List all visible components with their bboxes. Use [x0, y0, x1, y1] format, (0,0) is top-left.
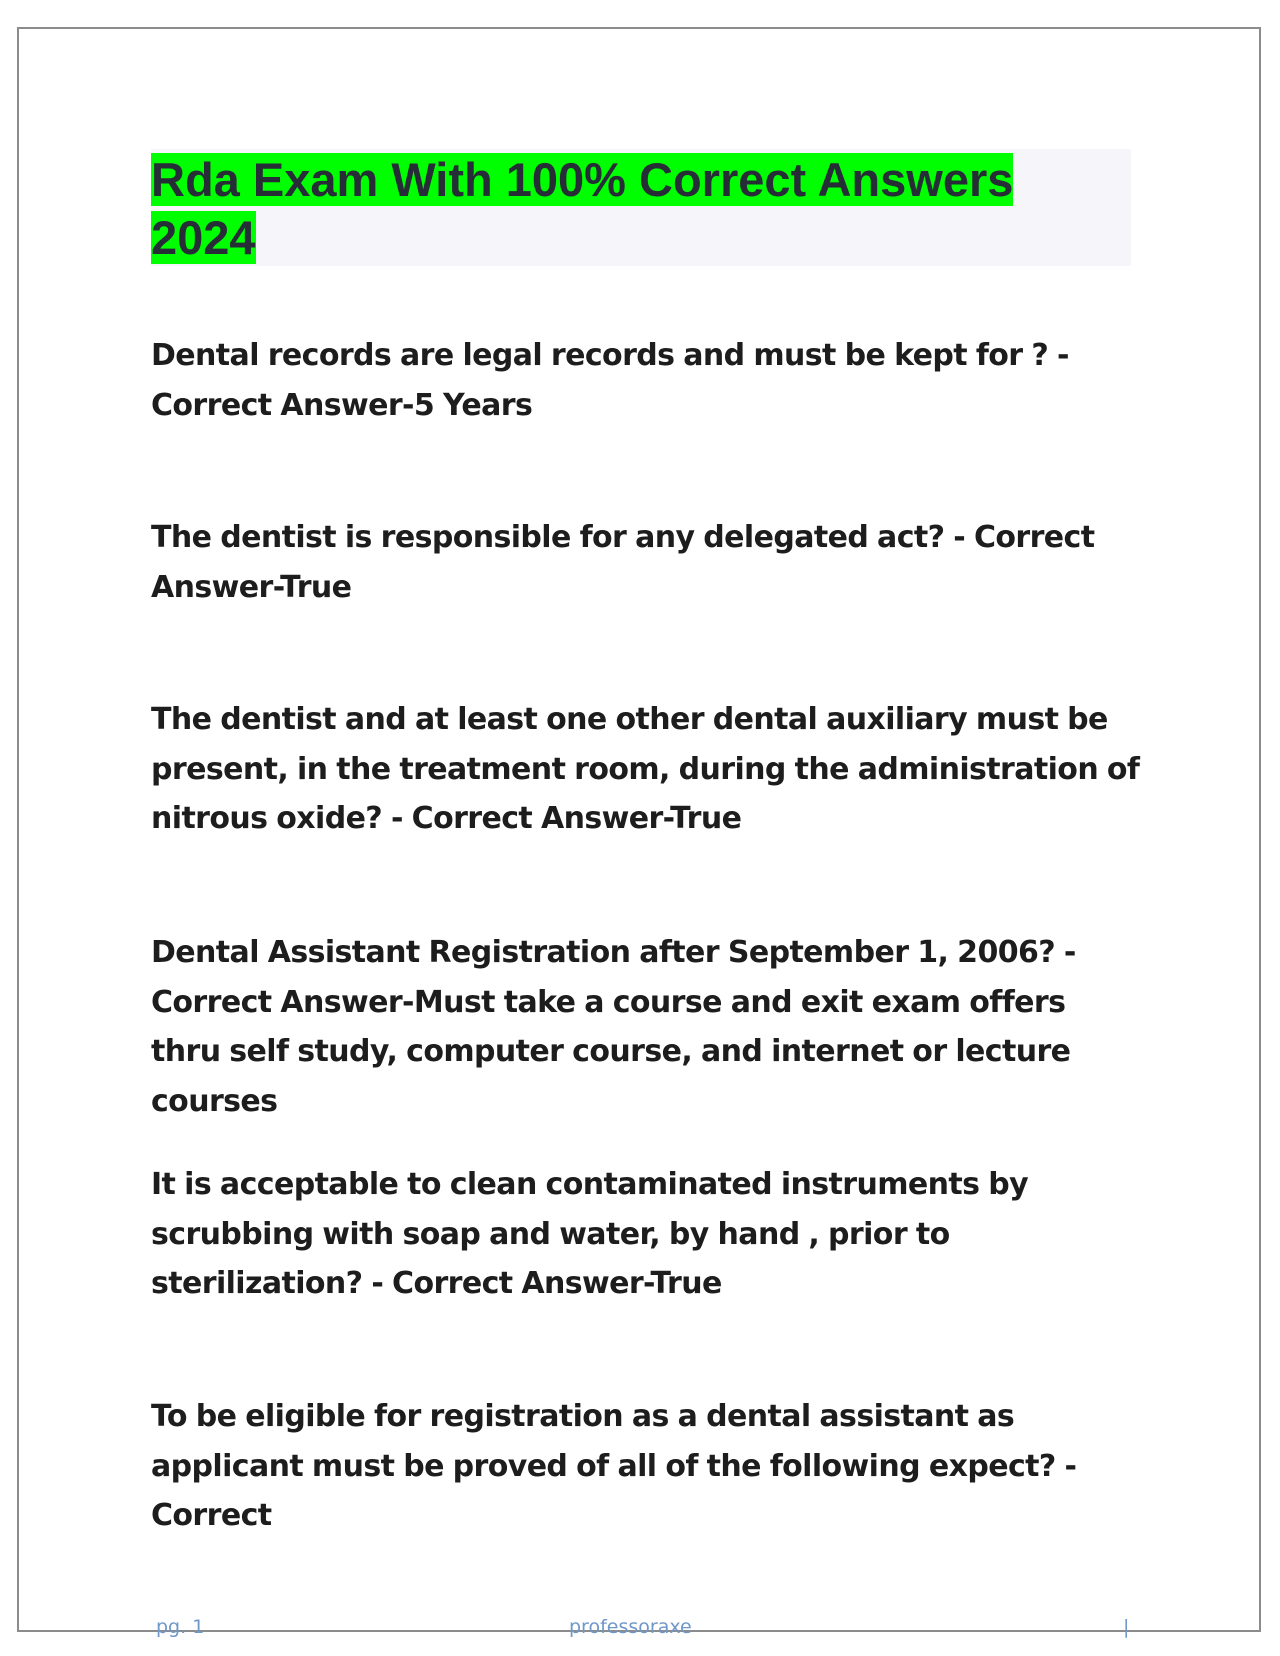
qa-item-6: To be eligible for registration as a dental assistant as applicant must be proved of all of the following expect? - Correct [151, 1399, 1077, 1533]
page-footer [0, 1616, 1280, 1646]
footer-separator: | [1123, 1616, 1130, 1638]
title-line-2: 2024 [151, 211, 256, 264]
footer-author: professoraxe [569, 1616, 692, 1638]
document-title [151, 151, 1111, 267]
qa-item-5: It is acceptable to clean contaminated instruments by scrubbing with soap and water, by hand , prior to sterilization? - Correct Answer-True [151, 1167, 1029, 1301]
qa-item-4: Dental Assistant Registration after September 1, 2006? - Correct Answer-Must take a course and exit exam offers thru self study, computer course, and internet or lecture courses [151, 935, 1076, 1119]
qa-item-3: The dentist and at least one other dental auxiliary must be present, in the treatment room, during the administration of nitrous oxide? - Correct Answer-True [151, 702, 1140, 836]
title-line-1: Rda Exam With 100% Correct Answers [151, 153, 1014, 206]
page-number: pg. 1 [156, 1616, 205, 1638]
qa-item-1: Dental records are legal records and must be kept for ? - Correct Answer-5 Years [151, 338, 1069, 423]
qa-item-2: The dentist is responsible for any delegated act? - Correct Answer-True [151, 520, 1095, 605]
